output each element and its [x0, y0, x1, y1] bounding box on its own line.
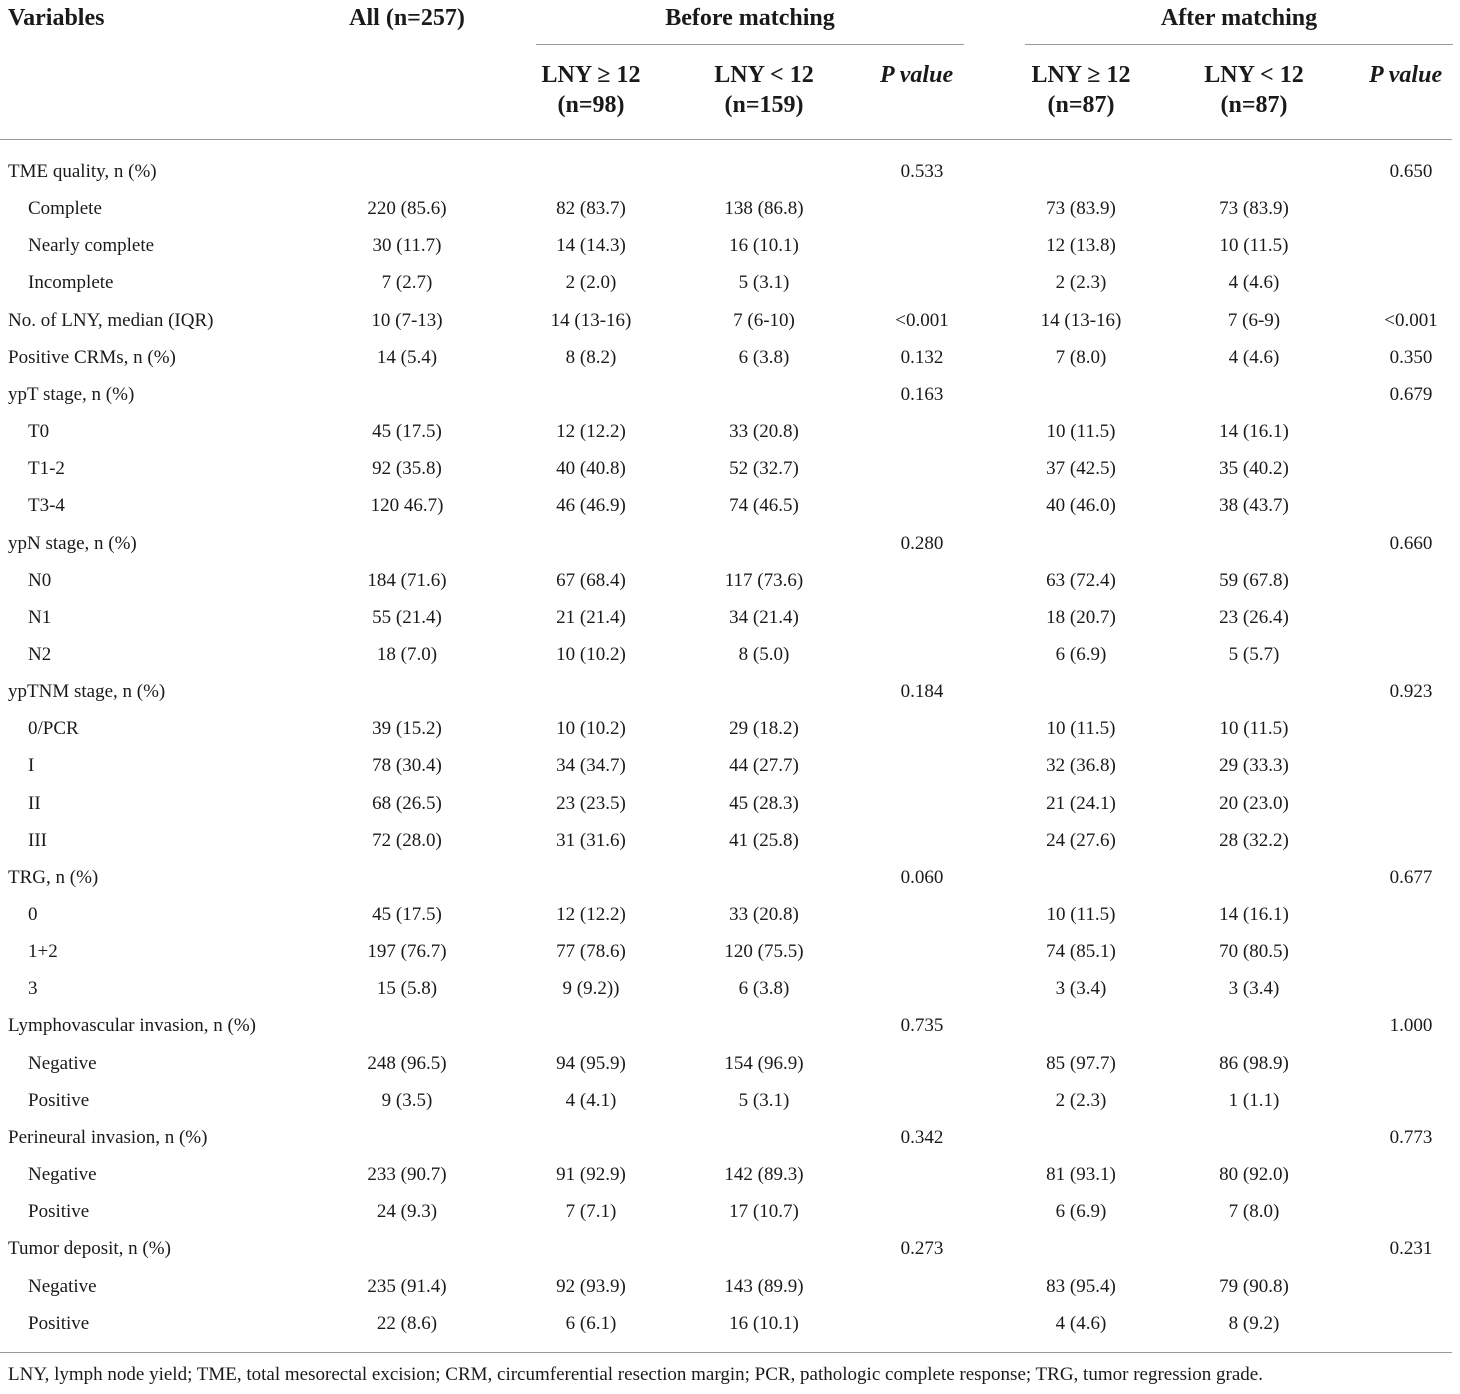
cell-b1: 14 (13-16) — [550, 309, 632, 331]
cell-ap: 0.923 — [1389, 681, 1433, 703]
cell-b1: 82 (83.7) — [556, 198, 626, 220]
header-after-g2 — [1174, 60, 1334, 120]
cell-all: 68 (26.5) — [372, 792, 442, 814]
cell-bp: 0.273 — [900, 1238, 944, 1260]
cell-a1: 14 (13-16) — [1040, 309, 1122, 331]
header-before-g1-line1: LNY ≥ 12 — [541, 62, 641, 88]
cell-all: 55 (21.4) — [372, 606, 442, 628]
cell-all: 78 (30.4) — [372, 755, 442, 777]
cell-b1: 6 (6.1) — [565, 1312, 617, 1334]
header-after-g1 — [1001, 60, 1161, 120]
cell-all: 30 (11.7) — [372, 235, 442, 257]
cell-a1: 10 (11.5) — [1046, 718, 1116, 740]
cell-all: 235 (91.4) — [367, 1275, 447, 1297]
table-row — [0, 636, 1460, 673]
header-after-matching: After matching — [1160, 5, 1318, 31]
table-row — [0, 970, 1460, 1007]
cell-b2: 138 (86.8) — [724, 198, 804, 220]
cell-all: 72 (28.0) — [372, 829, 442, 851]
cell-a2: 3 (3.4) — [1228, 978, 1280, 1000]
table-row — [0, 413, 1460, 450]
row-label: T1-2 — [28, 458, 65, 480]
cell-a1: 24 (27.6) — [1046, 829, 1116, 851]
cell-a2: 14 (16.1) — [1219, 421, 1289, 443]
row-label: TME quality, n (%) — [8, 161, 157, 182]
cell-a2: 86 (98.9) — [1219, 1052, 1289, 1074]
table-row — [0, 302, 1460, 339]
row-label: No. of LNY, median (IQR) — [8, 309, 214, 331]
row-label: ypT stage, n (%) — [8, 383, 135, 405]
cell-b1: 67 (68.4) — [556, 569, 626, 591]
table-row — [0, 1007, 1460, 1044]
row-label: Lymphovascular invasion, n (%) — [8, 1015, 257, 1037]
cell-all: 18 (7.0) — [376, 643, 438, 665]
row-label: Positive — [28, 1201, 90, 1223]
after-matching-underline — [1025, 44, 1453, 45]
cell-b2: 6 (3.8) — [738, 978, 790, 1000]
cell-b1: 4 (4.1) — [565, 1089, 617, 1111]
table-row — [0, 747, 1460, 784]
row-label: Negative — [28, 1275, 97, 1297]
cell-a1: 21 (24.1) — [1046, 792, 1116, 814]
row-label: T0 — [28, 421, 50, 443]
cell-a2: 80 (92.0) — [1219, 1164, 1289, 1186]
cell-b2: 44 (27.7) — [729, 755, 799, 777]
header-before-g2 — [684, 60, 844, 120]
row-label: Perineural invasion, n (%) — [8, 1126, 208, 1148]
cell-a2: 7 (6-9) — [1227, 309, 1281, 331]
header-after-p-text: P value — [1369, 62, 1443, 88]
cell-a1: 10 (11.5) — [1046, 904, 1116, 925]
header-after-g2-line1: LNY < 12 — [1204, 62, 1304, 88]
cell-a2: 38 (43.7) — [1219, 495, 1289, 517]
table-row — [0, 673, 1460, 710]
cell-bp: 0.184 — [900, 681, 944, 703]
cell-a2: 59 (67.8) — [1219, 569, 1289, 591]
cell-b1: 10 (10.2) — [556, 643, 626, 665]
cell-all: 7 (2.7) — [381, 272, 433, 294]
cell-a1: 73 (83.9) — [1046, 198, 1116, 220]
header-before-g1-line2: (n=98) — [557, 92, 625, 118]
cell-b1: 8 (8.2) — [565, 346, 617, 368]
cell-b1: 10 (10.2) — [556, 718, 626, 740]
row-label: ypN stage, n (%) — [8, 532, 137, 554]
header-before-g2-line2: (n=159) — [724, 92, 804, 118]
table-row — [0, 562, 1460, 599]
cell-a2: 10 (11.5) — [1219, 718, 1289, 740]
row-label: I — [28, 755, 35, 777]
table-row — [0, 153, 1460, 190]
cell-b1: 12 (12.2) — [556, 904, 626, 925]
header-before-g2-line1: LNY < 12 — [714, 62, 814, 88]
cell-a1: 81 (93.1) — [1046, 1164, 1116, 1186]
table-row — [0, 822, 1460, 859]
cell-b2: 154 (96.9) — [724, 1052, 804, 1074]
table-bottom-rule — [0, 1352, 1452, 1353]
cell-a2: 1 (1.1) — [1228, 1089, 1280, 1111]
cell-a2: 28 (32.2) — [1219, 829, 1289, 851]
table-row — [0, 710, 1460, 747]
cell-a2: 4 (4.6) — [1228, 346, 1280, 368]
table-row — [0, 1193, 1460, 1230]
row-label: 0 — [28, 904, 38, 925]
table-row — [0, 227, 1460, 264]
cell-b2: 41 (25.8) — [729, 829, 799, 851]
cell-all: 45 (17.5) — [372, 904, 442, 925]
cell-a1: 74 (85.1) — [1046, 941, 1116, 963]
table-row — [0, 487, 1460, 524]
header-bottom-rule — [0, 139, 1452, 140]
cell-bp: 0.533 — [900, 161, 944, 182]
cell-a1: 40 (46.0) — [1046, 495, 1116, 517]
cell-all: 45 (17.5) — [372, 421, 442, 443]
cell-ap: 0.679 — [1389, 383, 1433, 405]
table-row — [0, 859, 1460, 896]
header-after-g1-line2: (n=87) — [1047, 92, 1115, 118]
cell-a2: 14 (16.1) — [1219, 904, 1289, 925]
header-after-p-value — [1369, 60, 1442, 90]
cell-b1: 92 (93.9) — [556, 1275, 626, 1297]
header-after-g2-line2: (n=87) — [1220, 92, 1288, 118]
cell-a1: 2 (2.3) — [1055, 1089, 1107, 1111]
cell-b1: 46 (46.9) — [556, 495, 626, 517]
cell-b2: 142 (89.3) — [724, 1164, 804, 1186]
cell-b1: 40 (40.8) — [556, 458, 626, 480]
cell-b1: 94 (95.9) — [556, 1052, 626, 1074]
cell-b2: 5 (3.1) — [738, 272, 790, 294]
cell-all: 184 (71.6) — [367, 569, 447, 591]
cell-b2: 74 (46.5) — [729, 495, 799, 517]
header-before-p-text: P value — [880, 62, 954, 88]
header-variables: Variables — [8, 5, 105, 31]
header-before-p-value — [880, 60, 953, 90]
cell-a1: 7 (8.0) — [1055, 346, 1107, 368]
cell-bp: 0.132 — [900, 346, 944, 368]
cell-bp: <0.001 — [895, 309, 949, 331]
row-label: N0 — [28, 569, 52, 591]
cell-a2: 4 (4.6) — [1228, 272, 1280, 294]
cell-a1: 6 (6.9) — [1055, 643, 1107, 665]
cell-a2: 23 (26.4) — [1219, 606, 1289, 628]
row-label: 3 — [28, 978, 38, 1000]
cell-b2: 5 (3.1) — [738, 1089, 790, 1111]
cell-b2: 6 (3.8) — [738, 346, 790, 368]
cell-b1: 77 (78.6) — [556, 941, 626, 963]
cell-b2: 45 (28.3) — [729, 792, 799, 814]
cell-all: 120 46.7) — [370, 495, 444, 517]
row-label: N1 — [28, 606, 52, 628]
cell-a1: 85 (97.7) — [1046, 1052, 1116, 1074]
row-label: N2 — [28, 643, 52, 665]
row-label: Positive — [28, 1089, 90, 1111]
table-row — [0, 1305, 1460, 1342]
row-label: TRG, n (%) — [8, 866, 99, 888]
cell-b2: 33 (20.8) — [729, 904, 799, 925]
row-label: 1+2 — [28, 941, 58, 963]
cell-a1: 83 (95.4) — [1046, 1275, 1116, 1297]
cell-b1: 7 (7.1) — [565, 1201, 617, 1223]
cell-a2: 5 (5.7) — [1228, 643, 1280, 665]
cell-a1: 18 (20.7) — [1046, 606, 1116, 628]
before-matching-underline — [536, 44, 964, 45]
table-row — [0, 599, 1460, 636]
cell-ap: 0.773 — [1389, 1126, 1433, 1148]
table-row — [0, 376, 1460, 413]
row-label: T3-4 — [28, 495, 65, 517]
cell-a2: 79 (90.8) — [1219, 1275, 1289, 1297]
cell-ap: 0.650 — [1389, 161, 1433, 182]
table-row — [0, 1119, 1460, 1156]
cell-b1: 34 (34.7) — [556, 755, 626, 777]
row-label: Positive CRMs, n (%) — [8, 346, 176, 368]
cell-b1: 14 (14.3) — [556, 235, 626, 257]
cell-a2: 7 (8.0) — [1228, 1201, 1280, 1223]
cell-b2: 29 (18.2) — [729, 718, 799, 740]
cell-a2: 70 (80.5) — [1219, 941, 1289, 963]
cell-all: 220 (85.6) — [367, 198, 447, 220]
table-row — [0, 785, 1460, 822]
cell-a1: 3 (3.4) — [1055, 978, 1107, 1000]
table-row — [0, 190, 1460, 227]
cell-a1: 6 (6.9) — [1055, 1201, 1107, 1223]
cell-a1: 37 (42.5) — [1046, 458, 1116, 480]
cell-a1: 32 (36.8) — [1046, 755, 1116, 777]
cell-b2: 34 (21.4) — [729, 606, 799, 628]
cell-b1: 23 (23.5) — [556, 792, 626, 814]
cell-bp: 0.163 — [900, 383, 944, 405]
table-row — [0, 450, 1460, 487]
row-label: II — [28, 792, 41, 814]
row-label: Positive — [28, 1312, 90, 1334]
cell-b1: 21 (21.4) — [556, 606, 626, 628]
cell-b2: 8 (5.0) — [738, 643, 790, 665]
cell-b2: 16 (10.1) — [729, 1312, 799, 1334]
cell-all: 10 (7-13) — [371, 309, 443, 331]
cell-bp: 0.280 — [900, 532, 944, 554]
header-all: All (n=257) — [349, 5, 465, 31]
cell-ap: 1.000 — [1389, 1015, 1433, 1037]
table-row — [0, 264, 1460, 301]
table-row — [0, 1045, 1460, 1082]
cell-a1: 63 (72.4) — [1046, 569, 1116, 591]
cell-ap: 0.677 — [1389, 866, 1433, 888]
cell-all: 24 (9.3) — [376, 1201, 438, 1223]
cell-a2: 29 (33.3) — [1219, 755, 1289, 777]
cell-all: 197 (76.7) — [367, 941, 447, 963]
header-before-g1 — [511, 60, 671, 120]
cell-b2: 117 (73.6) — [724, 569, 804, 591]
cell-b1: 9 (9.2)) — [562, 978, 620, 1000]
row-label: 0/PCR — [28, 718, 79, 740]
header-after-g1-line1: LNY ≥ 12 — [1031, 62, 1131, 88]
row-label: Complete — [28, 198, 102, 220]
table-row — [0, 933, 1460, 970]
table-row — [0, 1230, 1460, 1267]
cell-ap: 0.660 — [1389, 532, 1433, 554]
row-label: Negative — [28, 1164, 97, 1186]
cell-b2: 7 (6-10) — [733, 309, 795, 331]
cell-a2: 20 (23.0) — [1219, 792, 1289, 814]
row-label: Tumor deposit, n (%) — [8, 1238, 171, 1260]
cell-a1: 10 (11.5) — [1046, 421, 1116, 443]
cell-b1: 91 (92.9) — [556, 1164, 626, 1186]
row-label: III — [28, 829, 47, 851]
cell-bp: 0.735 — [900, 1015, 944, 1037]
cell-all: 92 (35.8) — [372, 458, 442, 480]
cell-a1: 2 (2.3) — [1055, 272, 1107, 294]
cell-all: 39 (15.2) — [372, 718, 442, 740]
cell-all: 248 (96.5) — [367, 1052, 447, 1074]
cell-a2: 73 (83.9) — [1219, 198, 1289, 220]
cell-b2: 17 (10.7) — [729, 1201, 799, 1223]
cell-all: 14 (5.4) — [376, 346, 438, 368]
cell-b1: 2 (2.0) — [565, 272, 617, 294]
cell-all: 15 (5.8) — [376, 978, 438, 1000]
table-row — [0, 896, 1460, 933]
cell-a2: 10 (11.5) — [1219, 235, 1289, 257]
cell-b1: 12 (12.2) — [556, 421, 626, 443]
cell-b2: 16 (10.1) — [729, 235, 799, 257]
cell-a1: 12 (13.8) — [1046, 235, 1116, 257]
cell-b2: 143 (89.9) — [724, 1275, 804, 1297]
cell-bp: 0.060 — [900, 866, 944, 888]
cell-a2: 35 (40.2) — [1219, 458, 1289, 480]
cell-b1: 31 (31.6) — [556, 829, 626, 851]
row-label: Incomplete — [28, 272, 114, 294]
cell-b2: 33 (20.8) — [729, 421, 799, 443]
table-row — [0, 1268, 1460, 1305]
row-label: Nearly complete — [28, 235, 155, 257]
cell-ap: 0.350 — [1389, 346, 1433, 368]
cell-all: 9 (3.5) — [381, 1089, 433, 1111]
row-label: ypTNM stage, n (%) — [8, 681, 166, 703]
cell-b2: 52 (32.7) — [729, 458, 799, 480]
cell-all: 22 (8.6) — [376, 1312, 438, 1334]
table-footnote: LNY, lymph node yield; TME, total mesorectal excision; CRM, circumferential resection margin; PCR, pathologic complete response; TRG, tumor regression grade. — [8, 1364, 1263, 1385]
table-row — [0, 339, 1460, 376]
cell-a1: 4 (4.6) — [1055, 1312, 1107, 1334]
cell-ap: 0.231 — [1389, 1238, 1433, 1260]
cell-b2: 120 (75.5) — [724, 941, 804, 963]
cell-all: 233 (90.7) — [367, 1164, 447, 1186]
table-row — [0, 1082, 1460, 1119]
cell-bp: 0.342 — [900, 1126, 944, 1148]
header-before-matching: Before matching — [665, 5, 835, 31]
row-label: Negative — [28, 1052, 97, 1074]
table-row — [0, 525, 1460, 562]
cell-ap: <0.001 — [1384, 309, 1438, 331]
cell-a2: 8 (9.2) — [1228, 1312, 1280, 1334]
table-row — [0, 1156, 1460, 1193]
